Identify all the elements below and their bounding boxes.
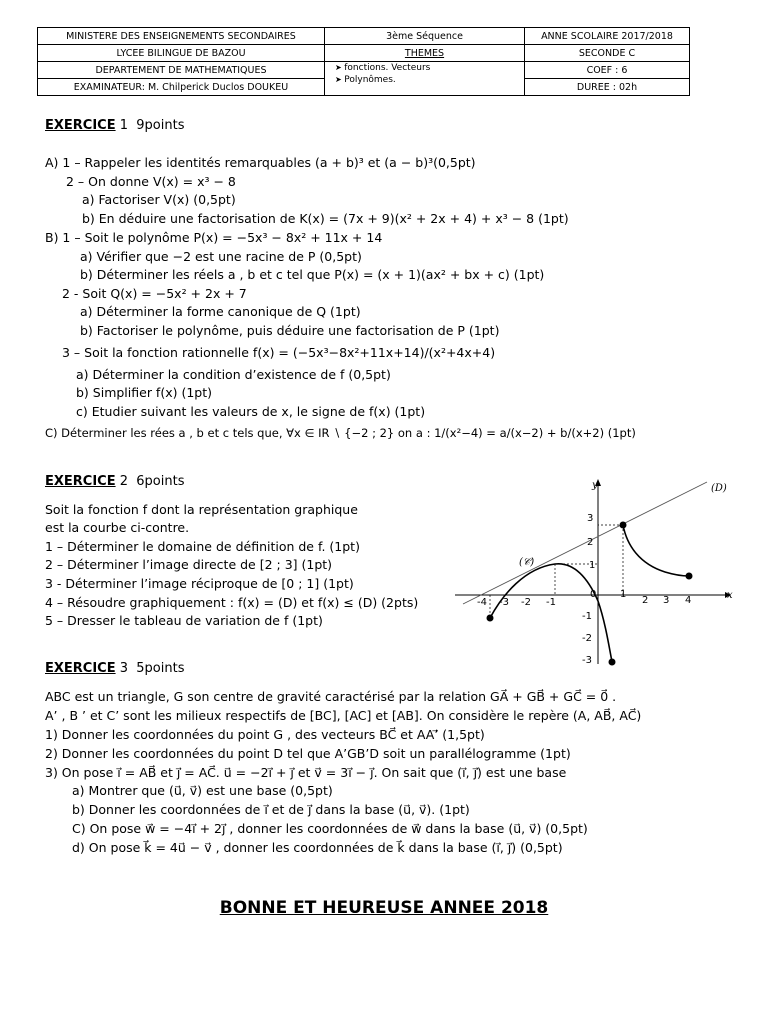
ex3-line: 1) Donner les coordonnées du point G , des vecteurs BC⃗ et AA’⃗ (1,5pt) xyxy=(45,727,485,742)
department-cell: DEPARTEMENT DE MATHEMATIQUES xyxy=(38,62,325,79)
y-tick: 2 xyxy=(587,537,594,548)
ex2-line: 3 - Déterminer l’image réciproque de [0 ; 1] (1pt) xyxy=(45,576,354,591)
ex2-line: Soit la fonction f dont la représentation graphique xyxy=(45,502,358,517)
school-year-cell: ANNE SCOLAIRE 2017/2018 xyxy=(525,28,690,45)
x-axis-label: x xyxy=(727,590,733,601)
ex2-line: 5 – Dresser le tableau de variation de f (1pt) xyxy=(45,613,323,628)
ex2-line: 4 – Résoudre graphiquement : f(x) = (D) et f(x) ≤ (D) (2pts) xyxy=(45,595,419,610)
exercise-1-title: EXERCICE 1 9points xyxy=(45,118,185,133)
themes-list-cell xyxy=(325,62,525,96)
line-d xyxy=(463,482,707,604)
ex1-line: a) Factoriser V(x) (0,5pt) xyxy=(82,192,236,207)
coef-cell: COEF : 6 xyxy=(525,62,690,79)
ex1-line: A) 1 – Rappeler les identités remarquables (a + b)³ et (a − b)³(0,5pt) xyxy=(45,155,476,170)
closing-message: BONNE ET HEUREUSE ANNEE 2018 xyxy=(219,898,549,918)
ex2-line: est la courbe ci-contre. xyxy=(45,520,190,535)
endpoint xyxy=(620,522,627,529)
ex2-line: 1 – Déterminer le domaine de définition de f. (1pt) xyxy=(45,539,360,554)
school-cell: LYCEE BILINGUE DE BAZOU xyxy=(38,45,325,62)
ex3-line: b) Donner les coordonnées de i⃗ et de j⃗ dans la base (u⃗, v⃗). (1pt) xyxy=(72,802,470,817)
x-tick: 1 xyxy=(620,589,627,600)
x-tick: 3 xyxy=(663,595,670,606)
x-tick: 4 xyxy=(685,595,692,606)
ex1-line: 3 – Soit la fonction rationnelle f(x) = (−5x³−8x²+11x+14)/(x²+4x+4) xyxy=(62,345,496,360)
x-tick-labels xyxy=(477,589,691,608)
ex1-line: b) Factoriser le polynôme, puis déduire une factorisation de P (1pt) xyxy=(80,323,500,338)
x-tick: 0 xyxy=(590,589,597,600)
ex3-line: A’ , B ’ et C’ sont les milieux respectifs de [BC], [AC] et [AB]. On considère le repère (A, AB⃗, AC⃗) xyxy=(45,708,642,723)
ex3-line: C) On pose w⃗ = −4i⃗ + 2j⃗ , donner les coordonnées de w⃗ dans la base (u⃗, v⃗) (0,5pt) xyxy=(72,821,588,836)
y-tick: -2 xyxy=(582,633,592,644)
duration-cell: DUREE : 02h xyxy=(525,79,690,96)
exercise-3-title: EXERCICE 3 5points xyxy=(45,661,185,676)
y-axis-label: y xyxy=(592,480,598,491)
x-tick: -2 xyxy=(521,597,531,608)
sequence-cell: 3ème Séquence xyxy=(325,28,525,45)
endpoint xyxy=(686,573,693,580)
ex1-line: a) Déterminer la forme canonique de Q (1pt) xyxy=(80,304,361,319)
ex1-line: C) Déterminer les rées a , b et c tels que, ∀x ∈ IR ∖ {−2 ; 2} on a : 1/(x²−4) = a/(x−2) + b/(x+2) (1pt) xyxy=(45,426,636,440)
examiner-cell: EXAMINATEUR: M. Chilperick Duclos DOUKEU xyxy=(38,79,325,96)
ministry-cell: MINISTERE DES ENSEIGNEMENTS SECONDAIRES xyxy=(38,28,325,45)
curve-left-branch xyxy=(490,564,612,662)
ex3-line: 2) Donner les coordonnées du point D tel que A’GB’D soit un parallélogramme (1pt) xyxy=(45,746,571,761)
endpoint xyxy=(609,659,616,666)
ex1-line: B) 1 – Soit le polynôme P(x) = −5x³ − 8x² + 11x + 14 xyxy=(45,230,383,245)
curve-right-branch xyxy=(623,525,689,576)
endpoint xyxy=(487,615,494,622)
x-tick: -1 xyxy=(546,597,556,608)
ex3-line: ABC est un triangle, G son centre de gravité caractérisé par la relation GA⃗ + GB⃗ + GC⃗ = 0⃗ . xyxy=(45,689,617,704)
ex1-line: 2 – On donne V(x) = x³ − 8 xyxy=(66,174,236,189)
y-tick: 3 xyxy=(587,513,594,524)
ex3-line: a) Montrer que (u⃗, v⃗) est une base (0,5pt) xyxy=(72,783,333,798)
theme-item: ➤ Polynômes. xyxy=(335,74,520,86)
y-tick: -3 xyxy=(582,655,592,666)
ex1-line: 2 - Soit Q(x) = −5x² + 2x + 7 xyxy=(62,286,247,301)
line-d-label: (D) xyxy=(711,483,727,494)
function-graph xyxy=(455,476,738,666)
y-tick: -1 xyxy=(582,611,592,622)
ex3-line: d) On pose k⃗ = 4u⃗ − v⃗ , donner les coordonnées de k⃗ dans la base (i⃗, j⃗) (0,5pt) xyxy=(72,840,563,855)
ex1-line: b) En déduire une factorisation de K(x) = (7x + 9)(x² + 2x + 4) + x³ − 8 (1pt) xyxy=(82,211,569,226)
x-tick: 2 xyxy=(642,595,649,606)
ex3-line: 3) On pose i⃗ = AB⃗ et j⃗ = AC⃗. u⃗ = −2i⃗ + j⃗ et v⃗ = 3i⃗ − j⃗. On sait que (i⃗, j⃗) est une base xyxy=(45,765,567,780)
ex1-line: b) Simplifier f(x) (1pt) xyxy=(76,385,212,400)
curve-label: (𝒞) xyxy=(519,557,535,568)
ex1-line: b) Déterminer les réels a , b et c tel que P(x) = (x + 1)(ax² + bx + c) (1pt) xyxy=(80,267,545,282)
x-tick: -4 xyxy=(477,597,487,608)
ex2-line: 2 – Déterminer l’image directe de [2 ; 3] (1pt) xyxy=(45,557,333,572)
y-tick: 1 xyxy=(589,560,596,571)
exercise-2-title: EXERCICE 2 6points xyxy=(45,474,185,489)
ex1-line: c) Etudier suivant les valeurs de x, le signe de f(x) (1pt) xyxy=(76,404,426,419)
exam-header-table xyxy=(37,27,690,96)
ex1-line: a) Déterminer la condition d’existence de f (0,5pt) xyxy=(76,367,391,382)
theme-item: ➤ fonctions. Vecteurs xyxy=(335,62,520,74)
ex1-line: a) Vérifier que −2 est une racine de P (0,5pt) xyxy=(80,249,362,264)
class-cell: SECONDE C xyxy=(525,45,690,62)
themes-title-cell: THEMES xyxy=(325,45,525,62)
x-tick: -3 xyxy=(499,597,509,608)
